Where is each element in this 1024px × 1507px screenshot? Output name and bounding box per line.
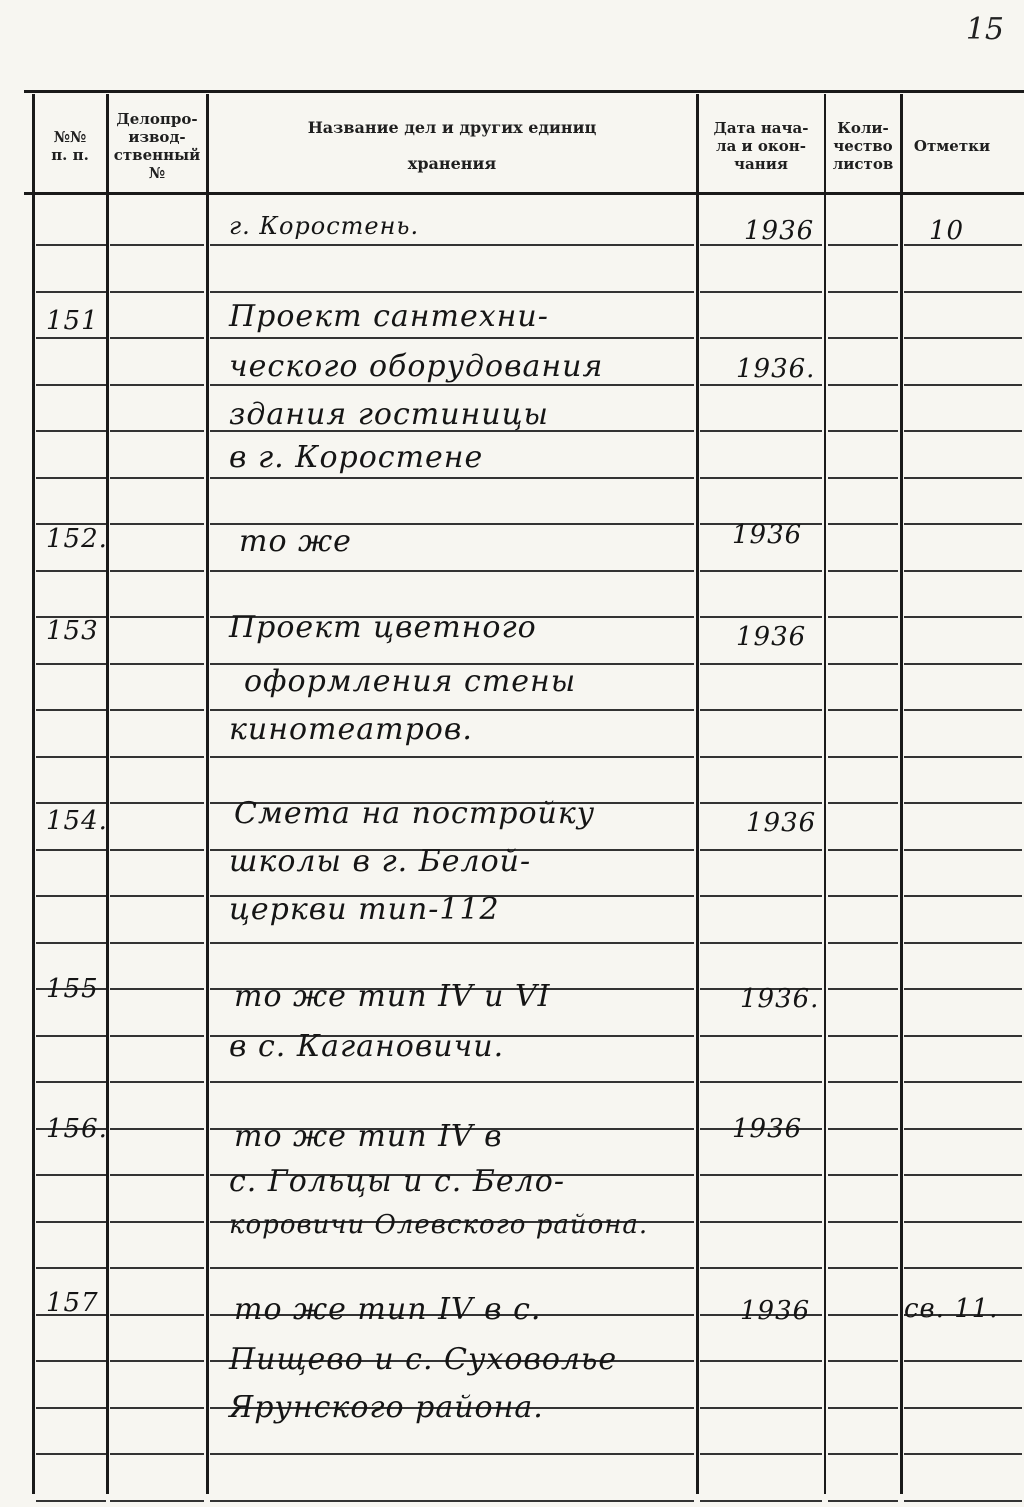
ruling-line xyxy=(36,1407,106,1409)
ruling-line xyxy=(828,756,898,758)
entry-title-line: то же тип IV и VI xyxy=(234,979,551,1014)
entry-title-line: Пищево и с. Суховолье xyxy=(229,1342,618,1377)
ruling-line xyxy=(700,1500,822,1502)
ruling-line xyxy=(828,1035,898,1037)
header-office-number: Делопро- извод- ственный № xyxy=(113,110,201,182)
ruling-line xyxy=(36,1221,106,1223)
ruling-line xyxy=(904,1267,1022,1269)
entry-number: 157 xyxy=(46,1288,99,1318)
ruling-line xyxy=(36,570,106,572)
ruling-line xyxy=(36,1267,106,1269)
ruling-line xyxy=(828,430,898,432)
ruling-line xyxy=(36,1500,106,1502)
ruling-line xyxy=(110,1174,204,1176)
entry-title-line: школы в г. Белой- xyxy=(229,844,532,879)
ruling-line xyxy=(828,709,898,711)
entry-title-line: г. Коростень. xyxy=(229,212,420,240)
ruling-line xyxy=(210,384,694,386)
ruling-line xyxy=(110,570,204,572)
ruling-line xyxy=(110,663,204,665)
ruling-line xyxy=(36,337,106,339)
ruling-line xyxy=(828,1500,898,1502)
ruling-line xyxy=(904,616,1022,618)
ruling-line xyxy=(828,849,898,851)
ruling-line xyxy=(904,942,1022,944)
ruling-line xyxy=(700,849,822,851)
entry-number: 155 xyxy=(46,974,99,1004)
ruling-line xyxy=(904,709,1022,711)
ruling-line xyxy=(210,570,694,572)
ruling-line xyxy=(110,1360,204,1362)
ruling-line xyxy=(828,1267,898,1269)
ruling-line xyxy=(700,756,822,758)
col-rule-1 xyxy=(106,94,109,1494)
ruling-line xyxy=(828,942,898,944)
ruling-line xyxy=(110,1081,204,1083)
ruling-line xyxy=(36,477,106,479)
ruling-line xyxy=(36,802,106,804)
ruling-line xyxy=(828,1128,898,1130)
ruling-line xyxy=(828,1314,898,1316)
col-rule-4 xyxy=(824,94,826,1494)
ruling-line xyxy=(828,1221,898,1223)
ruling-line xyxy=(110,709,204,711)
ruling-line xyxy=(700,802,822,804)
entry-date: 1936 xyxy=(732,520,803,550)
ruling-line xyxy=(36,895,106,897)
ruling-line xyxy=(700,1221,822,1223)
ruling-line xyxy=(110,523,204,525)
ruling-line xyxy=(828,1407,898,1409)
ruling-line xyxy=(904,477,1022,479)
ruling-line xyxy=(110,616,204,618)
ruling-line xyxy=(904,849,1022,851)
entry-title-line: оформления стены xyxy=(244,664,577,699)
entry-title-line: церкви тип-112 xyxy=(229,892,500,927)
ruling-line xyxy=(904,663,1022,665)
ruling-line xyxy=(700,709,822,711)
entry-title-line: здания гостиницы xyxy=(229,397,549,432)
ruling-line xyxy=(210,709,694,711)
ruling-line xyxy=(828,895,898,897)
ruling-line xyxy=(110,1267,204,1269)
ruling-line xyxy=(904,1081,1022,1083)
entry-date: 1936 xyxy=(744,216,815,246)
ruling-line xyxy=(904,1035,1022,1037)
ruling-line xyxy=(828,384,898,386)
ruling-line xyxy=(36,709,106,711)
ruling-line xyxy=(210,1500,694,1502)
entry-number: 154. xyxy=(46,806,108,836)
header-title: Название дел и других единиц хранения xyxy=(307,118,597,173)
ruling-line xyxy=(904,291,1022,293)
header-num: №№ п. п. xyxy=(51,128,89,164)
ruling-line xyxy=(110,756,204,758)
ruling-line xyxy=(36,1453,106,1455)
ruling-line xyxy=(210,942,694,944)
ruling-line xyxy=(904,756,1022,758)
entry-number: 152. xyxy=(46,524,108,554)
ruling-line xyxy=(210,1267,694,1269)
ruling-line xyxy=(36,384,106,386)
ruling-line xyxy=(36,942,106,944)
ruling-line xyxy=(828,616,898,618)
ruling-line xyxy=(36,849,106,851)
ruling-line xyxy=(36,663,106,665)
ruling-line xyxy=(700,1267,822,1269)
entry-title-line: то же тип IV в xyxy=(234,1119,503,1154)
ruling-line xyxy=(828,291,898,293)
ruling-line xyxy=(210,291,694,293)
entry-title-line: то же тип IV в с. xyxy=(234,1292,542,1327)
top-border xyxy=(24,90,1024,93)
ruling-line xyxy=(36,1035,106,1037)
ruling-line xyxy=(904,1360,1022,1362)
ruling-line xyxy=(904,570,1022,572)
header-sheet-count: Коли- чество листов xyxy=(832,119,894,173)
register-sheet xyxy=(24,84,1024,1494)
ruling-line xyxy=(36,291,106,293)
ruling-line xyxy=(904,337,1022,339)
ruling-line xyxy=(828,1174,898,1176)
ruling-line xyxy=(110,1453,204,1455)
entry-number: 151 xyxy=(46,306,99,336)
ruling-line xyxy=(828,477,898,479)
ruling-line xyxy=(904,1453,1022,1455)
ruling-line xyxy=(700,663,822,665)
ruling-line xyxy=(828,663,898,665)
ruling-line xyxy=(828,244,898,246)
ruling-line xyxy=(210,756,694,758)
ruling-line xyxy=(700,291,822,293)
ruling-line xyxy=(904,384,1022,386)
ruling-line xyxy=(110,477,204,479)
page-number: 15 xyxy=(965,12,1004,47)
entry-title-line: Проект сантехни- xyxy=(229,299,549,334)
ruling-line xyxy=(904,988,1022,990)
ruling-line xyxy=(904,523,1022,525)
entry-date: 1936 xyxy=(740,1296,811,1326)
ruling-line xyxy=(110,1221,204,1223)
entry-date: 1936 xyxy=(732,1114,803,1144)
ruling-line xyxy=(210,477,694,479)
ruling-line xyxy=(700,384,822,386)
entry-title-line: коровичи Олевского района. xyxy=(229,1210,649,1240)
ruling-line xyxy=(36,244,106,246)
ruling-line xyxy=(828,523,898,525)
ruling-line xyxy=(700,1407,822,1409)
ruling-line xyxy=(110,244,204,246)
ruling-line xyxy=(904,802,1022,804)
ruling-line xyxy=(700,1035,822,1037)
ruling-line xyxy=(36,1174,106,1176)
ruling-line xyxy=(110,942,204,944)
col-rule-5 xyxy=(900,94,903,1494)
ruling-line xyxy=(700,477,822,479)
ruling-line xyxy=(700,1174,822,1176)
entry-title-line: Ярунского района. xyxy=(229,1390,544,1425)
entry-number: 156. xyxy=(46,1114,108,1144)
ruling-line xyxy=(110,1035,204,1037)
ruling-line xyxy=(828,570,898,572)
header-notes: Отметки xyxy=(913,137,991,155)
ruling-line xyxy=(700,1081,822,1083)
entry-title-line: ческого оборудования xyxy=(229,349,604,384)
ruling-line xyxy=(700,430,822,432)
ruling-line xyxy=(828,1360,898,1362)
ruling-line xyxy=(36,1081,106,1083)
entry-date: 1936 xyxy=(736,622,807,652)
ruling-line xyxy=(110,988,204,990)
ruling-line xyxy=(904,1128,1022,1130)
entry-title-line: в с. Кагановичи. xyxy=(229,1029,505,1064)
ruling-line xyxy=(828,1081,898,1083)
ruling-line xyxy=(110,849,204,851)
ruling-line xyxy=(700,895,822,897)
ruling-line xyxy=(110,1314,204,1316)
header-dates: Дата нача- ла и окон- чания xyxy=(713,119,809,173)
ruling-line xyxy=(904,430,1022,432)
entry-title-line: с. Гольцы и с. Бело- xyxy=(229,1164,565,1199)
entry-title-line: в г. Коростене xyxy=(229,440,484,475)
ruling-line xyxy=(828,1453,898,1455)
entry-title-line: кинотеатров. xyxy=(229,712,473,747)
ruling-line xyxy=(904,1407,1022,1409)
entry-title-line: Проект цветного xyxy=(229,610,537,645)
ruling-line xyxy=(110,1128,204,1130)
ruling-line xyxy=(210,244,694,246)
ruling-line xyxy=(110,291,204,293)
ruling-line xyxy=(904,895,1022,897)
ruling-line xyxy=(110,1500,204,1502)
ruling-line xyxy=(110,430,204,432)
ruling-line xyxy=(700,1360,822,1362)
ruling-line xyxy=(110,895,204,897)
ruling-line xyxy=(700,570,822,572)
ruling-line xyxy=(828,802,898,804)
entry-date: 1936. xyxy=(736,354,816,384)
entry-notes: св. 11. xyxy=(904,1294,999,1324)
ruling-line xyxy=(110,337,204,339)
entry-number: 153 xyxy=(46,616,99,646)
ruling-line xyxy=(904,1500,1022,1502)
ruling-line xyxy=(36,756,106,758)
entry-date: 1936 xyxy=(746,808,817,838)
ruling-line xyxy=(210,337,694,339)
ruling-line xyxy=(700,616,822,618)
ruling-line xyxy=(700,337,822,339)
ruling-line xyxy=(210,1081,694,1083)
ruling-line xyxy=(904,1221,1022,1223)
ruling-line xyxy=(36,1360,106,1362)
ruling-line xyxy=(110,384,204,386)
entry-title-line: Смета на постройку xyxy=(234,796,596,831)
entry-title-line: то же xyxy=(239,524,352,559)
ruling-line xyxy=(36,430,106,432)
ruling-line xyxy=(904,1174,1022,1176)
col-rule-3 xyxy=(696,94,699,1494)
entry-date: 1936. xyxy=(740,984,820,1014)
ruling-line xyxy=(828,337,898,339)
ruling-line xyxy=(700,1453,822,1455)
col-rule-2 xyxy=(206,94,209,1494)
ruling-line xyxy=(110,802,204,804)
ruling-line xyxy=(110,1407,204,1409)
ruling-line xyxy=(700,942,822,944)
entry-notes: 10 xyxy=(929,216,965,246)
ruling-line xyxy=(828,988,898,990)
ruling-line xyxy=(210,1453,694,1455)
col-rule-left xyxy=(32,94,35,1494)
